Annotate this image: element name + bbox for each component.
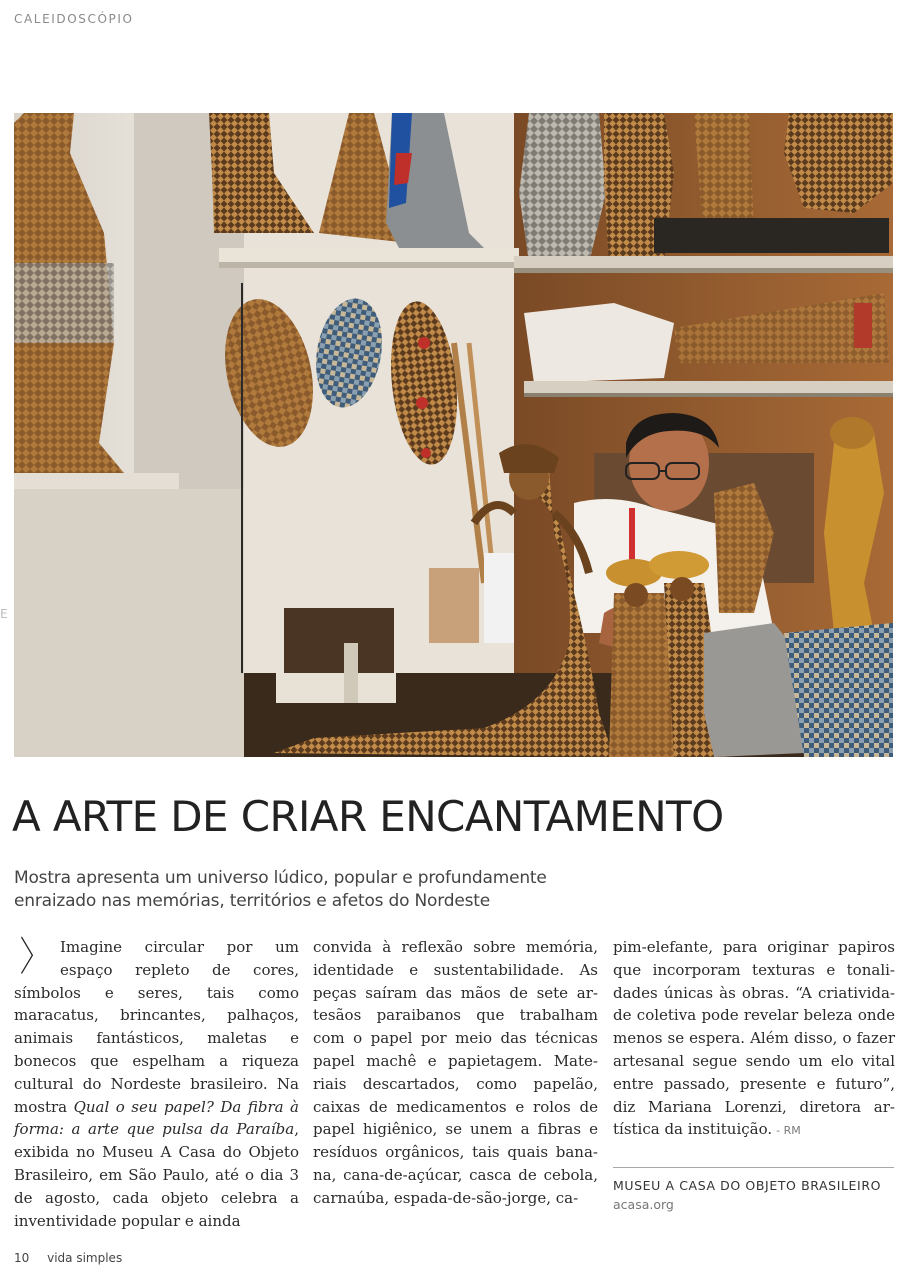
paragraph-1-text-a: Imagine circular por um espaço repleto de cores, símbolos e seres, tais como maracatus, brincantes, palhaços, animais fantásticos, maletas e bonecos que espelham a riqueza cultural do Nordeste brasileiro. Na mostra [14,938,299,1116]
magazine-name: vida simples [47,1251,123,1265]
section-label: CALEIDOSCÓPIO [14,12,134,26]
body-paragraph-1 [14,936,299,1232]
body-paragraph-3 [613,936,895,1143]
artisan-workshop-illustration [14,113,893,757]
exhibition-title: Qual o seu papel? Da fibra à forma: a arte que pulsa da Paraíba [14,1097,299,1139]
article-title: A ARTE DE CRIAR ENCANTAMENTO [12,792,724,841]
page-footer [14,1251,122,1265]
paragraph-3-text: pim-elefante, para originar papiros que incorporam texturas e tonalidades únicas às obras. “A criatividade coletiva pode revelar beleza onde menos se espera. Além disso, o fazer artesanal segue sendo um elo vital entre passado, presente e futuro”, diz Mariana Lorenzi, diretora artística da instituição. [613,938,895,1139]
chevron-right-icon: 〉 [20,934,48,980]
credit-website-link[interactable]: acasa.org [613,1197,674,1212]
deck-line-1: Mostra apresenta um universo lúdico, popular e profundamente [14,868,547,888]
page-number: 10 [14,1251,30,1265]
body-column-2 [313,936,598,1210]
paragraph-1-text-b: , exibida no Museu A Casa do Objeto Brasileiro, em São Paulo, até o dia 3 de agosto, cada objeto celebra a inventividade popular e ainda [14,1120,299,1230]
credit-divider [613,1167,894,1168]
article-photo [14,113,893,757]
deck-line-2: enraizado nas memórias, territórios e afetos do Nordeste [14,891,490,911]
body-column-1 [14,936,299,1232]
page-edge-mark: E [0,607,8,621]
author-signature: - RM [776,1124,801,1138]
body-column-3 [613,936,895,1143]
credit-museum-name: MUSEU A CASA DO OBJETO BRASILEIRO [613,1178,882,1193]
body-paragraph-2: convida à reflexão sobre memória, identidade e sustentabilidade. As peças saíram das mãos de sete artesãos paraibanos que trabalham com o papel por meio das técnicas papel machê e papietagem. Materiais descartados, como papelão, caixas de medicamentos e rolos de papel higiênico, se unem a fibras e resíduos orgânicos, tais quais banana, cana-de-açúcar, casca de cebola, carnaúba, espada-de-são-jorge, ca- [313,938,598,1207]
article-deck [14,867,634,913]
